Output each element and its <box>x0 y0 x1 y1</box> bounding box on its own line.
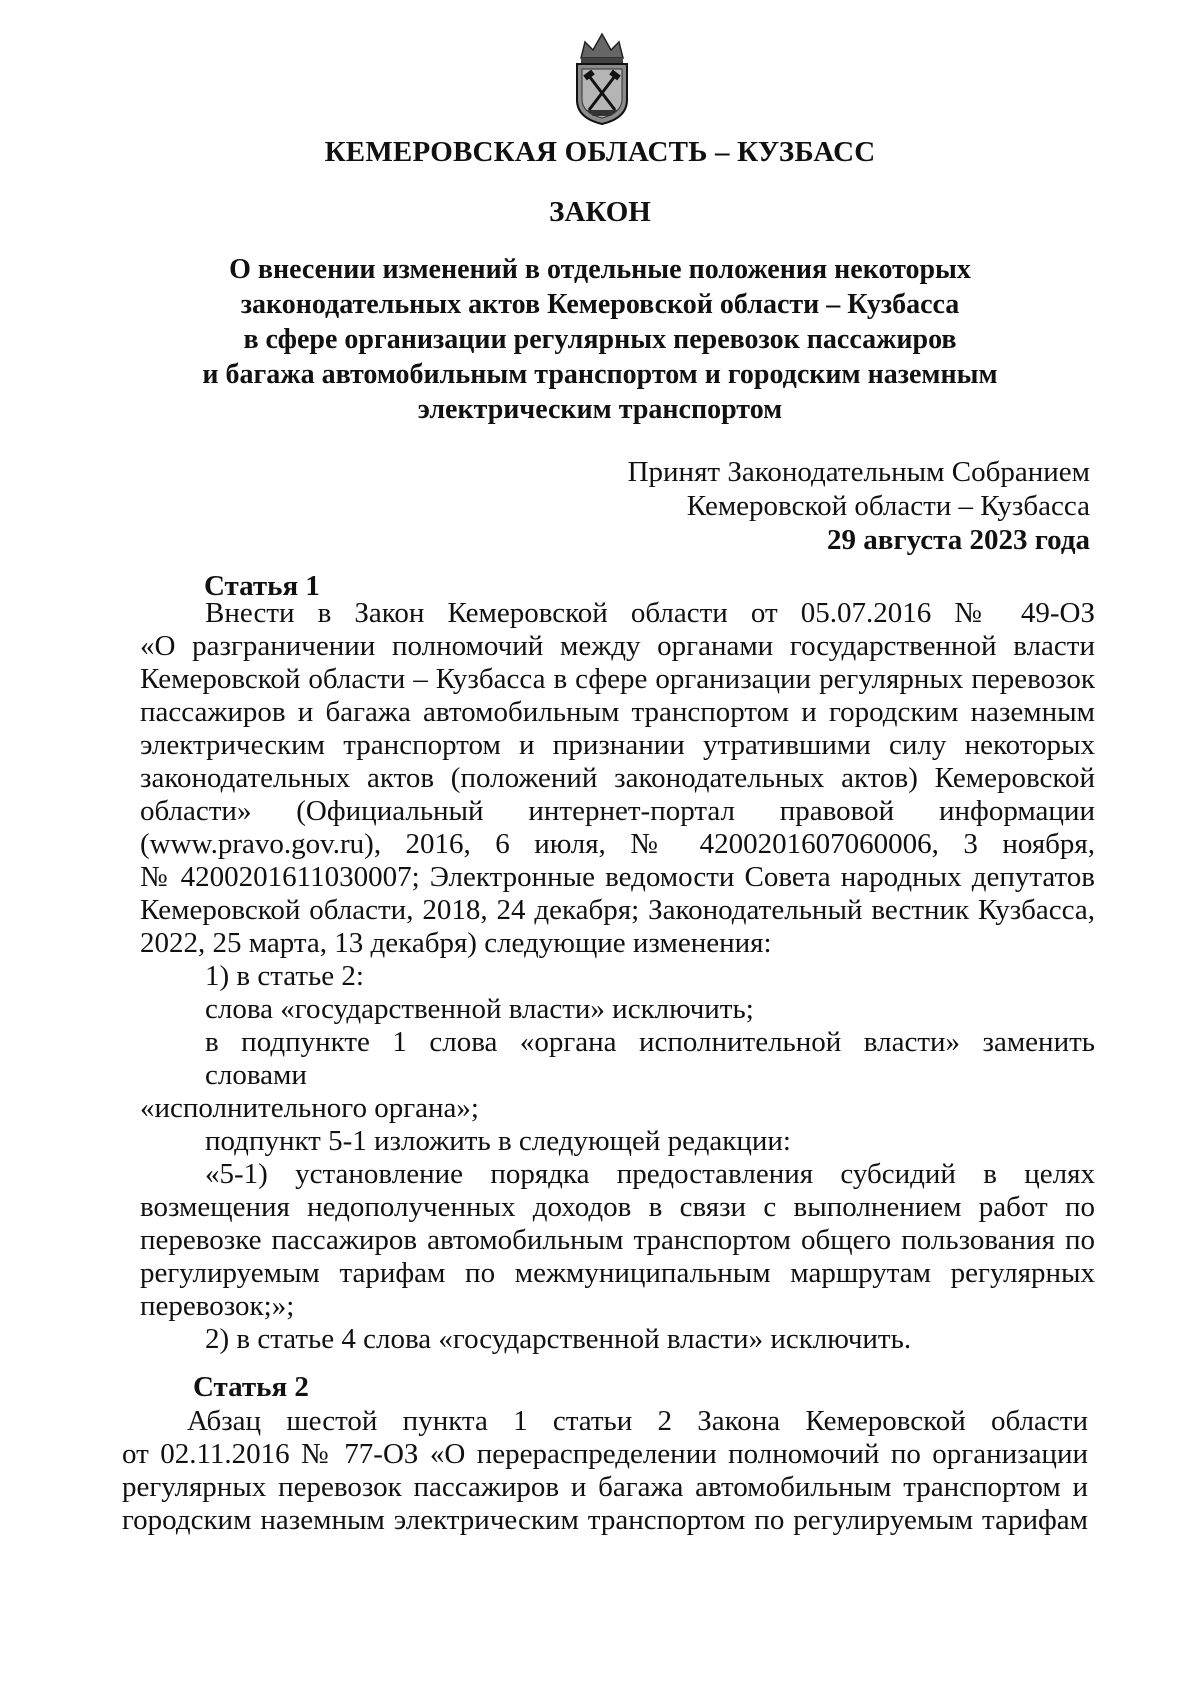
paragraph-line: возмещения недополученных доходов в связи с выполнением работ по <box>140 1191 1095 1223</box>
paragraph-line: электрическим транспортом и признании утратившими силу некоторых <box>140 729 1095 761</box>
law-title-line: законодательных актов Кемеровской области – Кузбасса <box>240 289 960 320</box>
paragraph-line: области» (Официальный интернет-портал правовой информации <box>140 795 1095 827</box>
paragraph-line: регулируемым тарифам по межмуниципальным маршрутам регулярных <box>140 1257 1095 1289</box>
adoption-line: Кемеровской области – Кузбасса <box>686 490 1090 522</box>
document-type: ЗАКОН <box>549 196 651 228</box>
paragraph-line: Абзац шестой пункта 1 статьи 2 Закона Кемеровской области <box>187 1405 1088 1437</box>
paragraph-line: «5-1) установление порядка предоставления субсидий в целях <box>205 1158 1095 1190</box>
paragraph-line: пассажиров и багажа автомобильным транспортом и городским наземным <box>140 696 1095 728</box>
adoption-block <box>470 455 1090 557</box>
paragraph-line: Кемеровской области – Кузбасса в сфере организации регулярных перевозок <box>140 663 1095 695</box>
law-title-line: и багажа автомобильным транспортом и городским наземным <box>202 359 998 390</box>
article-1-body <box>140 597 1095 1356</box>
paragraph-line: 2) в статье 4 слова «государственной власти» исключить. <box>205 1323 912 1355</box>
paragraph-line: «О разграничении полномочий между органами государственной власти <box>140 630 1095 662</box>
article-2-heading: Статья 2 <box>193 1371 309 1403</box>
law-title <box>0 252 1200 427</box>
paragraph-line: 1) в статье 2: <box>205 960 364 992</box>
adoption-line: Принят Законодательным Собранием <box>627 456 1090 488</box>
article-2-body <box>122 1405 1088 1537</box>
adoption-date: 29 августа 2023 года <box>827 524 1090 556</box>
paragraph-line: в подпункте 1 слова «органа исполнительной власти» заменить словами <box>205 1026 1095 1091</box>
paragraph-line: слова «государственной власти» исключить; <box>205 993 754 1025</box>
region-title: КЕМЕРОВСКАЯ ОБЛАСТЬ – КУЗБАСС <box>324 136 876 168</box>
law-title-line: электрическим транспортом <box>417 394 783 425</box>
paragraph-line: 2022, 25 марта, 13 декабря) следующие изменения: <box>140 927 772 959</box>
kuzbass-coat-of-arms-icon <box>571 28 633 126</box>
paragraph-line: (www.pravo.gov.ru), 2016, 6 июля, № 4200201607060006, 3 ноября, <box>140 828 1095 860</box>
article-1-heading: Статья 1 <box>204 570 320 602</box>
paragraph-line: подпункт 5-1 изложить в следующей редакции: <box>205 1125 791 1157</box>
paragraph-line: № 4200201611030007; Электронные ведомости Совета народных депутатов <box>140 861 1095 893</box>
law-title-line: О внесении изменений в отдельные положения некоторых <box>229 254 971 285</box>
paragraph-line: Внести в Закон Кемеровской области от 05.07.2016 № 49-ОЗ <box>205 597 1095 629</box>
paragraph-line: от 02.11.2016 № 77-ОЗ «О перераспределении полномочий по организации <box>122 1438 1088 1470</box>
paragraph-line: Кемеровской области, 2018, 24 декабря; Законодательный вестник Кузбасса, <box>140 894 1095 926</box>
paragraph-line: перевозок;»; <box>140 1290 295 1322</box>
paragraph-line: городским наземным электрическим транспортом по регулируемым тарифам <box>122 1504 1088 1536</box>
law-title-line: в сфере организации регулярных перевозок пассажиров <box>243 324 957 355</box>
paragraph-line: законодательных актов (положений законодательных актов) Кемеровской <box>140 762 1095 794</box>
paragraph-line: перевозке пассажиров автомобильным транспортом общего пользования по <box>140 1224 1095 1256</box>
paragraph-line: «исполнительного органа»; <box>140 1092 479 1124</box>
paragraph-line: регулярных перевозок пассажиров и багажа автомобильным транспортом и <box>122 1471 1088 1503</box>
